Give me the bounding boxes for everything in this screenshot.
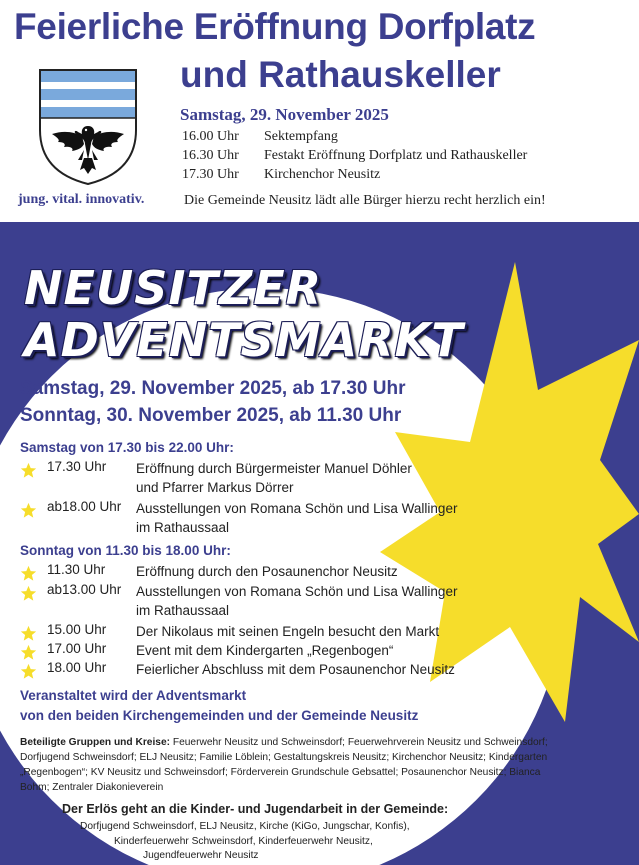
proceeds-heading: Der Erlös geht an die Kinder- und Jugendarbeit in der Gemeinde: <box>62 802 449 816</box>
coat-of-arms-icon <box>38 68 138 186</box>
groups-text: Feuerwehr Neusitz und Schweinsdorf; Feuerwehrverein Neusitz und Schweinsdorf; Dorfjugend Schweinsdorf; ELJ Neusitz; Familie Löblein; Gestaltungskreis Neusitz; Kirchenchor Neusitz; Kindergarten „Regenbogen“; KV Neusitz und Schweinsdorf; Förderverein Grundschule Gebsattel; Posaunenchor Neusitz; Bianca Bohm; Zentraler Diakonieverein <box>20 737 548 793</box>
star-bullet-icon <box>20 625 37 642</box>
star-bullet-icon <box>20 462 37 479</box>
header-section <box>0 0 639 222</box>
participating-groups <box>20 735 550 795</box>
header-title-line1: Feierliche Eröffnung Dorfplatz <box>14 6 536 47</box>
star-bullet-icon <box>20 585 37 602</box>
schedule-row: 17.30 Uhr Kirchenchor Neusitz <box>182 167 381 182</box>
market-title-line1: NEUSITZER <box>24 261 323 315</box>
saturday-heading: Samstag von 17.30 bis 22.00 Uhr: <box>20 440 234 455</box>
sunday-heading: Sonntag von 11.30 bis 18.00 Uhr: <box>20 543 231 558</box>
star-bullet-icon <box>20 502 37 519</box>
opening-schedule <box>182 129 527 186</box>
invitation-text: Die Gemeinde Neusitz lädt alle Bürger hierzu recht herzlich ein! <box>184 193 546 208</box>
recipients-line: Jugendfeuerwehr Neusitz <box>143 850 259 861</box>
schedule-row: 16.00 Uhr Sektempfang <box>182 129 338 144</box>
groups-label: Beteiligte Gruppen und Kreise: <box>20 737 171 748</box>
star-bullet-icon <box>20 663 37 680</box>
market-title <box>24 262 464 366</box>
header-title-line2: und Rathauskeller <box>180 54 501 95</box>
schedule-row: 16.30 Uhr Festakt Eröffnung Dorfplatz und Rathauskeller <box>182 148 528 163</box>
star-bullet-icon <box>20 565 37 582</box>
slogan: jung. vital. innovativ. <box>18 192 145 207</box>
market-date-sunday: Sonntag, 30. November 2025, ab 11.30 Uhr <box>20 405 402 426</box>
advent-market-section: NEUSITZER ADVENTSMARKT Samstag, 29. November 2025, ab 17.30 Uhr Sonntag, 30. November 2025, ab 11.30 Uhr Samstag von 17.30 bis 22.00 Uhr: 17.30 Uhr Eröffnung durch Bürgermeister Manuel Döhler und Pfarrer Markus Dörrer ab18.00 Uhr Ausstellungen von Romana Schön und Lisa Wallinger im Rathaussaal Sonntag von 11.30 bis 18.00 Uhr: 11.30 Uhr Eröffnung durch den Posaunenchor Neusitz ab13.00 Uhr Ausstellungen von Romana Schön und Lisa Wallinger im Rathaussaal 15.00 Uhr Der Nikolaus mit seinen Engeln besucht den Markt 17.00 Uhr Event mit dem Kindergarten „Regenbogen“ 18.00 Uhr Feierlicher Abschluss mit dem Posaunenchor Neusitz Veranstaltet wird der Adventsmarkt von den beiden Kirchengemeinden und der Gemeinde Neusitz Beteiligte Gruppen und Kreise: Feuerwehr Neusitz und Schweinsdorf; Feuerwehrverein Neusitz und Schweinsdorf; Dorfjugend Schweinsdorf; ELJ Neusitz; Familie Löblein; Gestaltungskreis Neusitz; Kirchenchor Neusitz; Kindergarten „Regenbogen“; KV Neusitz und Schweinsdorf; Förderverein Grundschule Gebsattel; Posaunenchor Neusitz; Bianca Bohm; Zentraler Diakonieverein Der Erlös geht an die Kinder- und Jugendarbeit in der Gemeinde: Dorfjugend Schweinsdorf, ELJ Neusitz, Kirche (KiGo, Jungschar, Konfis), Kinderfeuerwehr Schweinsdorf, Kinderfeuerwehr Neusitz, Jugendfeuerwehr Neusitz <box>0 222 639 865</box>
proceeds-recipients <box>80 820 410 864</box>
organizer-line1: Veranstaltet wird der Adventsmarkt <box>20 688 247 703</box>
star-bullet-icon <box>20 644 37 661</box>
opening-date: Samstag, 29. November 2025 <box>180 105 389 124</box>
organizer-line2: von den beiden Kirchengemeinden und der Gemeinde Neusitz <box>20 708 419 723</box>
recipients-line: Dorfjugend Schweinsdorf, ELJ Neusitz, Kirche (KiGo, Jungschar, Konfis), <box>80 821 410 832</box>
market-title-line2: ADVENTSMARKT <box>24 313 464 367</box>
market-date-saturday: Samstag, 29. November 2025, ab 17.30 Uhr <box>20 378 406 399</box>
recipients-line: Kinderfeuerwehr Schweinsdorf, Kinderfeuerwehr Neusitz, <box>114 835 373 847</box>
